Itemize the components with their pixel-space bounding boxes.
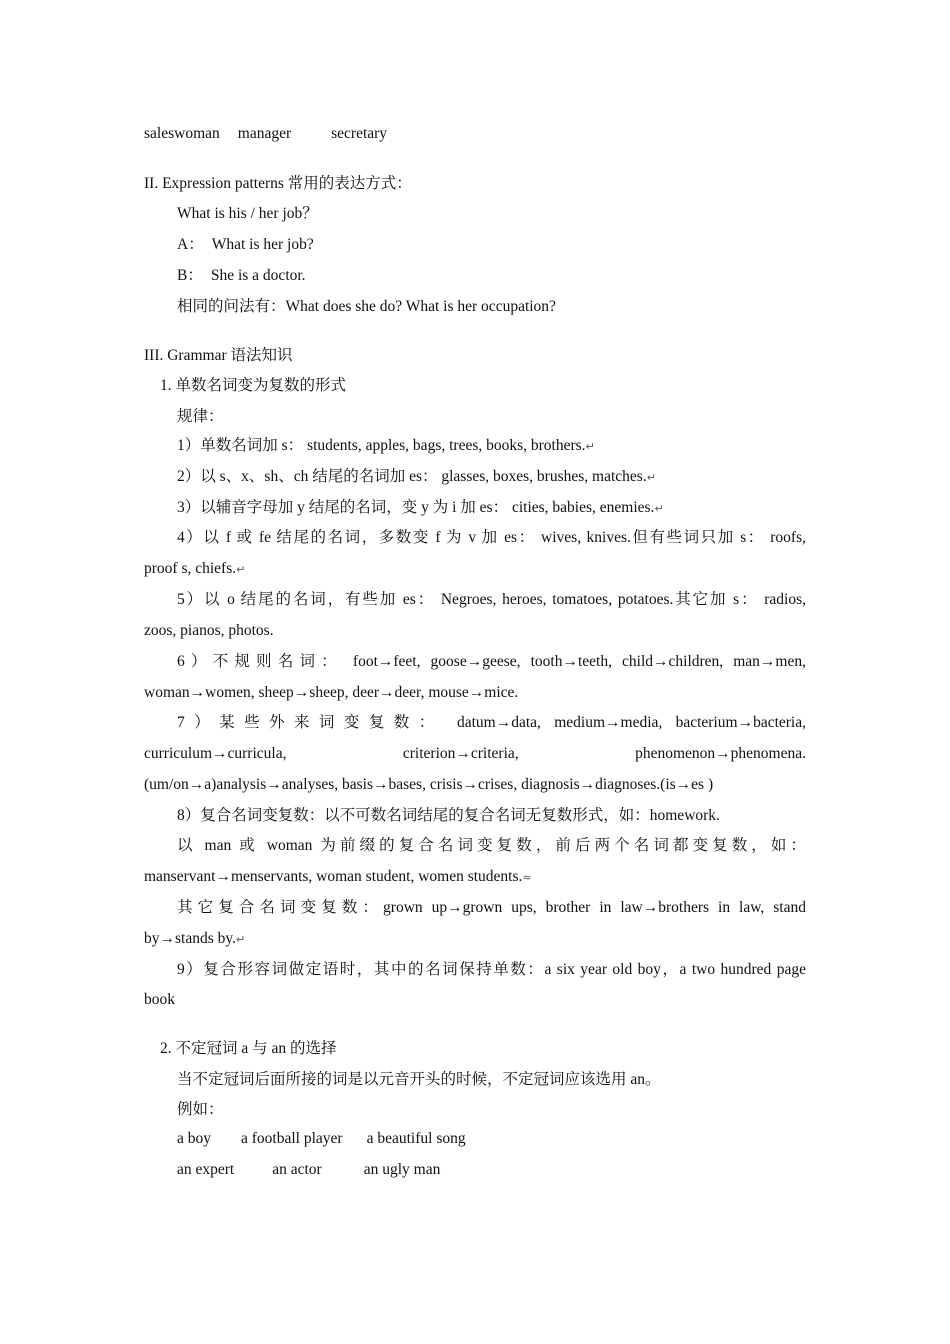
- rule-7-line2: [144, 744, 806, 764]
- rule-2-text: 2）以 s、x、sh、ch 结尾的名词加 es： glasses, boxes, brushes, matches.: [177, 468, 647, 485]
- article-description: 当不定冠词后面所接的词是以元音开头的时候，不定冠词应该选用 an。: [177, 1071, 661, 1088]
- vocab-word: secretary: [331, 125, 388, 142]
- rule-4-line2-text: proof s, chiefs.: [144, 560, 237, 577]
- rule-9-line1: 9）复合形容词做定语时，其中的名词保持单数：a six year old boy，a two hundred page: [177, 961, 806, 978]
- rule-8-line4: 其它复合名词变复数：grown up→grown ups, brother in law→brothers in law, stand: [177, 899, 806, 916]
- paragraph-mark-icon: ↵: [236, 933, 246, 946]
- rule-7-example: criterion→criteria,: [402, 745, 519, 762]
- answer-text: She is a doctor.: [210, 267, 306, 284]
- dialogue-question: [177, 235, 314, 255]
- plural-title: 1. 单数名词变为复数的形式: [160, 377, 347, 394]
- rule-6-line2: woman→women, sheep→sheep, deer→deer, mouse→mice.: [144, 684, 519, 701]
- example-phrase: a football player: [241, 1130, 343, 1147]
- article-title: 2. 不定冠词 a 与 an 的选择: [160, 1040, 337, 1057]
- rule-8-line5: [144, 929, 245, 950]
- rule-3: [177, 498, 664, 519]
- rule-1: [177, 436, 595, 457]
- dialogue-answer: [177, 266, 306, 286]
- speaker-b-label: B：: [177, 267, 203, 284]
- example-phrase: an ugly man: [363, 1161, 441, 1178]
- rule-5-line1: 5）以 o 结尾的名词，有些加 es： Negroes, heroes, tomatoes, potatoes.其它加 s： radios,: [177, 591, 806, 608]
- rule-8-line3: [144, 867, 532, 888]
- rule-7-example: phenomenon→phenomena.: [635, 745, 806, 762]
- example-phrase: an expert: [177, 1161, 235, 1178]
- rule-5-line2: zoos, pianos, photos.: [144, 622, 274, 639]
- vocab-word: saleswoman: [144, 125, 220, 142]
- example-label: 例如：: [177, 1101, 224, 1118]
- rule-8-line3-text: manservant→menservants, woman student, women students.: [144, 868, 523, 885]
- rule-7-line3: (um/on→a)analysis→analyses, basis→bases, crisis→crises, diagnosis→diagnoses.(is→es ): [144, 776, 714, 793]
- article-examples-an: [177, 1160, 440, 1180]
- rule-2: [177, 467, 656, 488]
- rule-4-line2: [144, 559, 245, 580]
- paragraph-mark-icon: ↵: [236, 563, 246, 576]
- example-phrase: a beautiful song: [366, 1130, 466, 1147]
- rule-8-line1: 8）复合名词变复数：以不可数名词结尾的复合名词无复数形式，如：homework.: [177, 807, 720, 824]
- section2-heading: II. Expression patterns 常用的表达方式：: [144, 175, 412, 192]
- article-examples-a: [177, 1129, 466, 1149]
- question-text: What is her job?: [211, 236, 314, 253]
- rule-9-line2: book: [144, 991, 175, 1008]
- rule-label: 规律：: [177, 408, 224, 425]
- example-phrase: an actor: [272, 1161, 322, 1178]
- alternative-questions: 相同的问法有：What does she do? What is her occupation?: [177, 298, 556, 315]
- speaker-a-label: A：: [177, 236, 204, 253]
- example-phrase: a boy: [177, 1130, 212, 1147]
- rule-4-line1: 4）以 f 或 fe 结尾的名词，多数变 f 为 v 加 es： wives, knives.但有些词只加 s： roofs,: [177, 529, 806, 546]
- vocab-word: manager: [237, 125, 292, 142]
- paragraph-mark-icon: ↵: [585, 440, 595, 453]
- rule-6-line1: 6）不规则名词： foot→feet, goose→geese, tooth→teeth, child→children, man→men,: [177, 653, 806, 670]
- expression-pattern: What is his / her job？: [177, 205, 318, 222]
- paragraph-mark-icon: ↵: [654, 502, 664, 515]
- paragraph-mark-icon: ↵: [646, 471, 656, 484]
- anchor-mark-icon: ≈: [522, 871, 532, 884]
- rule-8-line2: 以 man 或 woman 为前缀的复合名词变复数，前后两个名词都变复数，如：: [177, 837, 806, 854]
- vocab-line: [144, 124, 387, 144]
- rule-8-line5-text: by→stands by.: [144, 930, 236, 947]
- rule-1-text: 1）单数名词加 s： students, apples, bags, trees, books, brothers.: [177, 437, 586, 454]
- rule-7-example: curriculum→curricula,: [144, 745, 287, 762]
- section3-heading: III. Grammar 语法知识: [144, 347, 293, 364]
- rule-7-line1: 7）某些外来词变复数： datum→data, medium→media, bacterium→bacteria,: [177, 714, 806, 731]
- rule-3-text: 3）以辅音字母加 y 结尾的名词，变 y 为 i 加 es： cities, babies, enemies.: [177, 499, 655, 516]
